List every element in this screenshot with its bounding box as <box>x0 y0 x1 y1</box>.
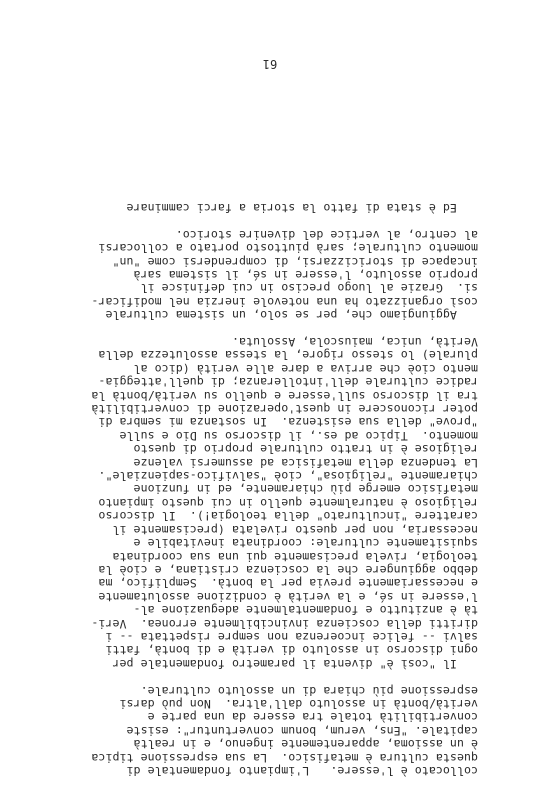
paragraph-3 <box>58 227 478 321</box>
text-line: debbo aggiungere che la coscienza cristiana, e cioè la <box>98 562 478 577</box>
paragraph-1 <box>58 683 478 777</box>
text-line: "prove" della sua esistenza. In sostanza mi sembra di <box>98 415 478 430</box>
text-line: necessaria, non per questo rivelata (precisamente il <box>112 522 478 537</box>
text-line: Verità, unica, maiuscola, Assoluta. <box>231 335 478 350</box>
text-line: teologia, rivela precisamente qui una sua coordinata <box>112 549 478 564</box>
text-line: questa cultura è metafisico. La sua espressione tipica <box>91 750 478 765</box>
text-line: proprio assoluto, l'essere in sé, il sistema sarà <box>133 268 478 282</box>
page-number: 61 <box>262 57 278 71</box>
text-line: si. Grazie al luogo preciso in cui definisce il <box>140 281 478 296</box>
text-line: Ed è stata di fatto la storia a farci camminare <box>126 200 478 215</box>
text-line: religioso è naturalmente quello in cui questo impianto <box>98 495 478 510</box>
text-line: tà è anzitutto e fondamentalmente adeguazione al- <box>133 603 478 618</box>
text-line: ogni discorso in assoluto di verità e di bontà, fatti <box>105 643 478 658</box>
text-line: espressione più chiara di un assoluto culturale. <box>140 683 478 698</box>
text-line: e necessariamente previa per la bontà. Semplifico, ma <box>98 576 478 591</box>
text-line: plurale) lo stesso rigore, la stessa assolutezza della <box>98 348 478 363</box>
paragraph-4 <box>58 201 478 214</box>
text-line: religiose è in tratto culturale proprio di questo <box>133 442 478 457</box>
text-line: Aggiungiamo che, per se solo, un sistema culturale <box>105 308 478 323</box>
text-line: radice culturale dell'intolleranza; di quell'atteggia- <box>98 375 478 390</box>
text-line: così organizzato ha una notevole inerzia nel modificar- <box>91 294 478 309</box>
paragraph-gap <box>58 670 478 683</box>
paragraph-2 <box>58 335 478 670</box>
text-line: tra il discorso sull'essere e quello su verità/bontà la <box>91 388 478 403</box>
text-line: è un assioma, apparentemente ingenuo, e in realtà <box>133 737 478 752</box>
text-line: convertibilità totale tra essere da una parte e <box>147 710 478 725</box>
text-line: capitale. "Ens, verum, bonum convertuntur": esiste <box>126 723 478 738</box>
text-line: La tendenza della metafisica ad assumersi valenze <box>133 455 478 470</box>
text-line: collocato è l'essere. L'impianto fondamentale di <box>126 764 478 778</box>
text-line: incapace di storicizzarsi, di comprendersi come "un" <box>112 254 478 269</box>
text-line: poter riconoscere in quest'operazione di convertibilità <box>91 402 478 417</box>
text-line: al centro, al vertice del divenire storico. <box>175 227 478 242</box>
text-line: diritti della coscienza invincibilmente erronea. Veri- <box>91 616 478 631</box>
text-line: verità/bontà in assoluto dall'altra. Non può darsi <box>119 696 478 711</box>
text-line: squisitamente culturale: coordinata inevitabile e <box>133 536 478 551</box>
paragraph-gap <box>58 214 478 227</box>
text-line: mento cioè che arriva a dare alle verità (dico al <box>133 361 478 376</box>
text-line: Il "così è" diventa il parametro fondamentale per <box>112 656 478 671</box>
text-line: momento. Tipico ad es., il discorso su Dio e sulle <box>119 428 478 443</box>
text-line: l'essere in sé, e la verità è condizione assolutamente <box>98 589 478 604</box>
text-line: carattere "inculturato" della teologia!). Il discorso <box>98 509 478 524</box>
text-line: momento culturale; sarà piuttosto portato a collocarsi <box>98 241 478 256</box>
text-line: salvi -- felice incoerenza non sempre rispettata -- i <box>105 629 478 644</box>
text-body <box>58 201 478 777</box>
text-line: metafisico emerge più chiaramente, ed in funzione <box>133 482 478 497</box>
text-line: chiaramente "religiosa", cioè "salvifico-sapienziale". <box>98 469 478 484</box>
paragraph-gap <box>58 321 478 334</box>
